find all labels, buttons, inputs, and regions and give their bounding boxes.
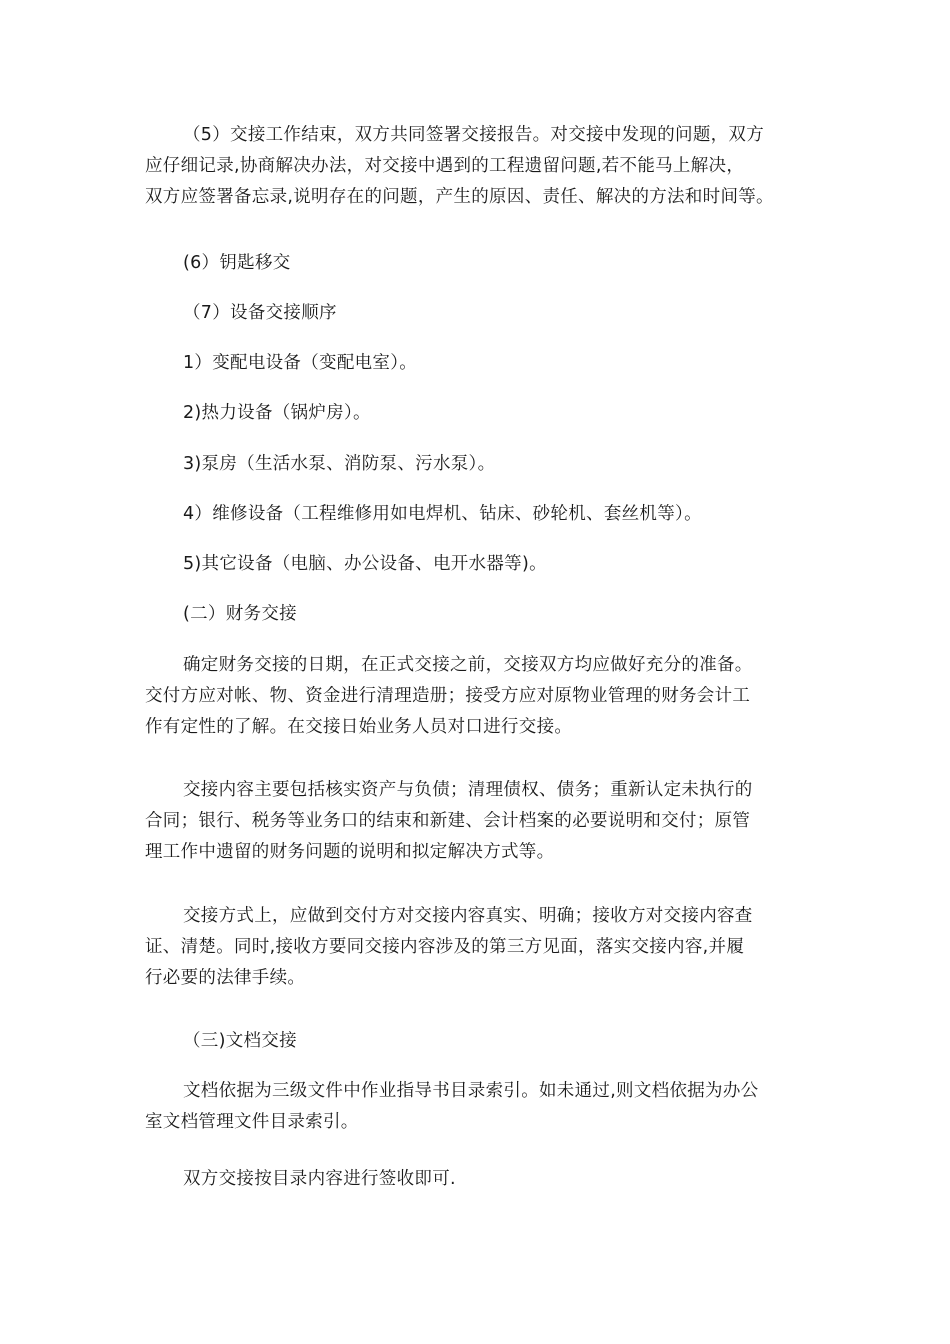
text-line: 交付方应对帐、物、资金进行清理造册；接受方应对原物业管理的财务会计工	[145, 686, 751, 706]
text-line: 4）维修设备（工程维修用如电焊机、钻床、砂轮机、套丝机等）。	[183, 504, 702, 524]
text-line: 室文档管理文件目录索引。	[145, 1112, 359, 1132]
text-line: 交接方式上，应做到交付方对交接内容真实、明确；接收方对交接内容查	[183, 906, 753, 926]
paragraph-finance-method	[145, 901, 813, 994]
text-line: （三)文档交接	[183, 1031, 297, 1051]
text-line: 确定财务交接的日期，在正式交接之前，交接双方均应做好充分的准备。	[183, 655, 753, 675]
text-line: 1）变配电设备（变配电室）。	[183, 353, 418, 373]
text-line: （5）交接工作结束，双方共同签署交接报告。对交接中发现的问题，双方	[183, 125, 765, 145]
text-line: （7）设备交接顺序	[183, 303, 337, 323]
section-heading-documents	[145, 1026, 813, 1057]
text-line: 双方应签署备忘录,说明存在的问题，产生的原因、责任、解决的方法和时间等。	[145, 187, 774, 207]
list-item-equipment	[145, 348, 813, 379]
text-line: (二）财务交接	[183, 604, 297, 624]
text-line: 3)泵房（生活水泵、消防泵、污水泵）。	[183, 454, 496, 474]
text-line: 理工作中遗留的财务问题的说明和拟定解决方式等。	[145, 842, 555, 862]
section-heading-finance	[145, 599, 813, 630]
text-line: 2)热力设备（锅炉房）。	[183, 403, 371, 423]
list-item-equipment	[145, 549, 813, 580]
paragraph-handover-report	[145, 120, 813, 213]
heading-key-transfer	[145, 248, 813, 279]
paragraph-finance-content	[145, 775, 813, 868]
text-line: 双方交接按目录内容进行签收即可.	[183, 1169, 456, 1189]
list-item-equipment	[145, 398, 813, 429]
text-line: 合同；银行、税务等业务口的结束和新建、会计档案的必要说明和交付；原管	[145, 811, 751, 831]
list-item-equipment	[145, 499, 813, 530]
paragraph-documents-signoff	[145, 1164, 813, 1195]
paragraph-documents-basis	[145, 1076, 813, 1138]
text-line: (6）钥匙移交	[183, 253, 291, 273]
text-line: 应仔细记录,协商解决办法，对交接中遇到的工程遗留问题,若不能马上解决，	[145, 156, 745, 176]
text-line: 交接内容主要包括核实资产与负债；清理债权、债务；重新认定未执行的	[183, 780, 753, 800]
paragraph-finance-prep	[145, 650, 813, 743]
text-line: 行必要的法律手续。	[145, 968, 306, 988]
text-line: 5)其它设备（电脑、办公设备、电开水器等)。	[183, 554, 547, 574]
list-item-equipment	[145, 449, 813, 480]
heading-equipment-order	[145, 298, 813, 329]
text-line: 证、清楚。同时,接收方要同交接内容涉及的第三方见面，落实交接内容,并履	[145, 937, 745, 957]
text-line: 作有定性的了解。在交接日始业务人员对口进行交接。	[145, 717, 573, 737]
text-line: 文档依据为三级文件中作业指导书目录索引。如未通过,则文档依据为办公	[183, 1081, 759, 1101]
